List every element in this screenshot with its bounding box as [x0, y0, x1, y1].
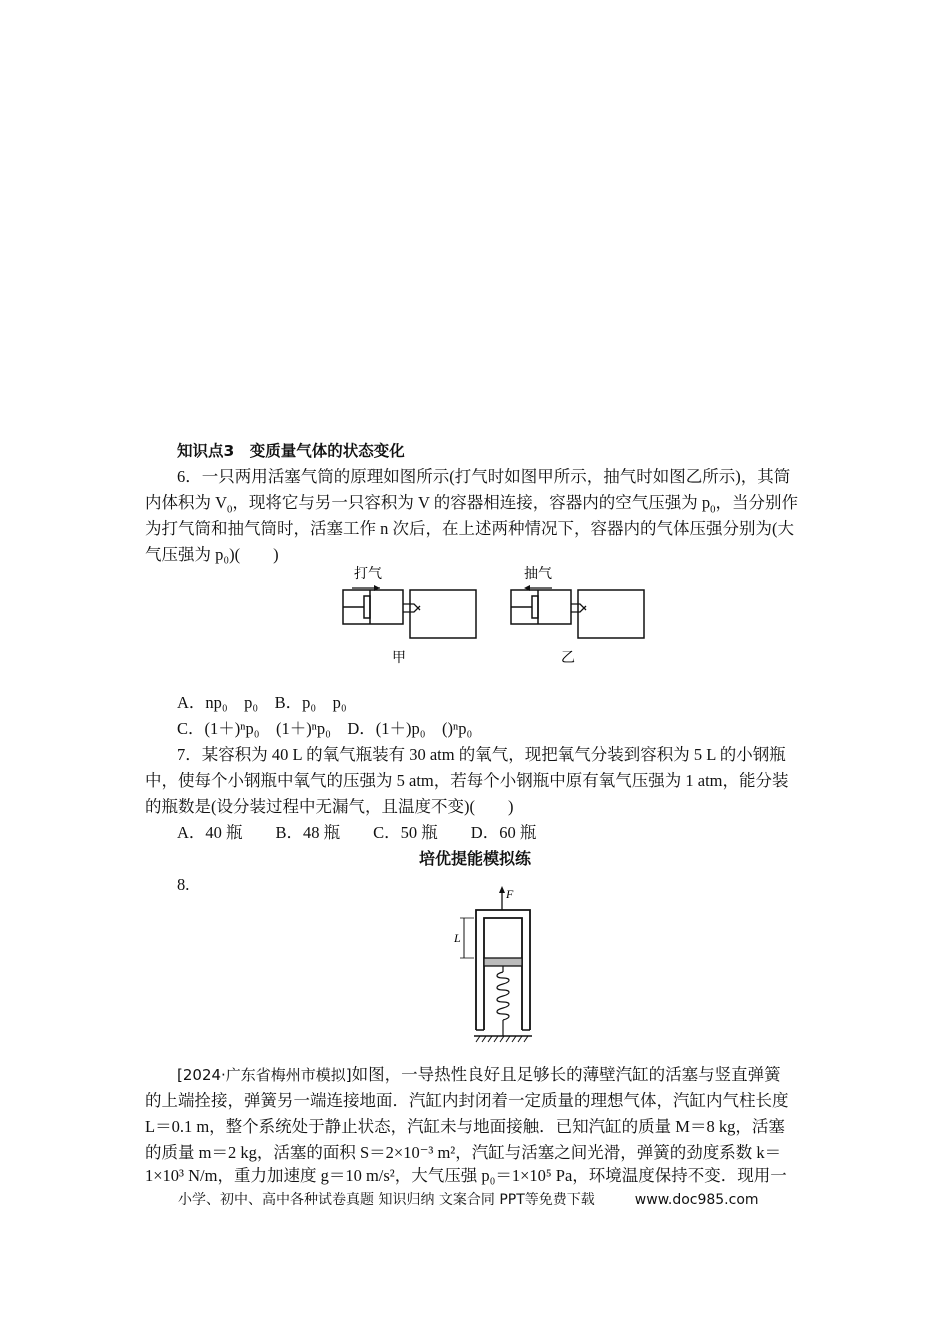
q8-line5: 1×10³ N/m，重力加速度 g＝10 m/s²，大气压强 p₀＝1×10⁵ Pa，环境温度保持不变．现用一 [145, 1166, 787, 1185]
footer [178, 1188, 759, 1212]
q7-options: A．40 瓶 B．48 瓶 C．50 瓶 D．60 瓶 [177, 823, 537, 842]
piston [484, 958, 522, 966]
q8-line1 [177, 1062, 781, 1088]
q6-line4: 气压强为 p₀)( ) [145, 545, 279, 564]
q6-option-cd: C．(1＋)ⁿp₀ (1＋)ⁿp₀ D．(1＋)p₀ ()ⁿp₀ [177, 719, 473, 738]
q8-number: 8. [177, 875, 190, 894]
fig-right-label: 抽气 [524, 566, 552, 582]
q6-line3: 为打气筒和抽气筒时，活塞工作 n 次后，在上述两种情况下，容器内的气体压强分别为(大 [145, 519, 794, 538]
q8-source: [2024·广东省梅州市模拟] [177, 1066, 352, 1084]
container-left [410, 590, 476, 638]
section-heading: 知识点3 变质量气体的状态变化 [177, 442, 405, 460]
q6-line1: 6．一只两用活塞气筒的原理如图所示(打气时如图甲所示，抽气时如图乙所示)，其筒 [177, 467, 791, 486]
fig-right-caption: 乙 [561, 650, 575, 666]
footer-url[interactable]: www.doc985.com [634, 1192, 759, 1208]
q7-line3: 的瓶数是(设分装过程中无漏气，且温度不变)( ) [145, 797, 514, 816]
fig-left-caption: 甲 [392, 650, 406, 666]
q8-line1-rest: 如图，一导热性良好且足够长的薄壁汽缸的活塞与竖直弹簧 [351, 1065, 781, 1084]
q7-line2: 中，使每个小钢瓶中氧气的压强为 5 atm，若每个小钢瓶中原有氧气压强为 1 atm，能分装 [145, 771, 789, 790]
cylinder-figure [452, 884, 542, 1054]
container-right [578, 590, 644, 638]
force-label: F [506, 887, 514, 901]
q8-line3: L＝0.1 m，整个系统处于静止状态，汽缸未与地面接触．已知汽缸的质量 M＝8 kg，活塞 [145, 1117, 785, 1136]
length-label: L [454, 931, 461, 945]
q6-line2: 内体积为 $V_0$，现将它与另一只容积为 V 的容器相连接，容器内的空气压强为 $p_0$，当分别作 [145, 493, 799, 516]
practice-title: 培优提能模拟练 [418, 849, 531, 868]
q6-line2-c: ，当分别作 [715, 493, 799, 512]
pump-figure [330, 560, 660, 670]
q7-line1: 7．某容积为 40 L 的氧气瓶装有 30 atm 的氧气，现把氧气分装到容积为 5 L 的小钢瓶 [177, 745, 786, 764]
q8-line4: 的质量 m＝2 kg，活塞的面积 S＝2×10⁻³ m²，汽缸与活塞之间光滑，弹簧的劲度系数 k＝ [145, 1143, 782, 1162]
spring [497, 972, 509, 1020]
q6-option-ab: A．np₀ p₀ B．p₀ p₀ [177, 693, 347, 712]
fig-left-label: 打气 [354, 566, 382, 582]
q8-line2: 的上端拴接，弹簧另一端连接地面．汽缸内封闭着一定质量的理想气体，汽缸内气柱长度 [145, 1091, 789, 1110]
force-arrow-icon [499, 886, 505, 893]
q6-line2-b: ，现将它与另一只容积为 V 的容器相连接，容器内的空气压强为 p [232, 493, 711, 512]
q6-line2-a: 内体积为 V [145, 493, 228, 512]
footer-text: 小学、初中、高中各种试卷真题 知识归纳 文案合同 PPT等免费下载 [178, 1192, 595, 1208]
